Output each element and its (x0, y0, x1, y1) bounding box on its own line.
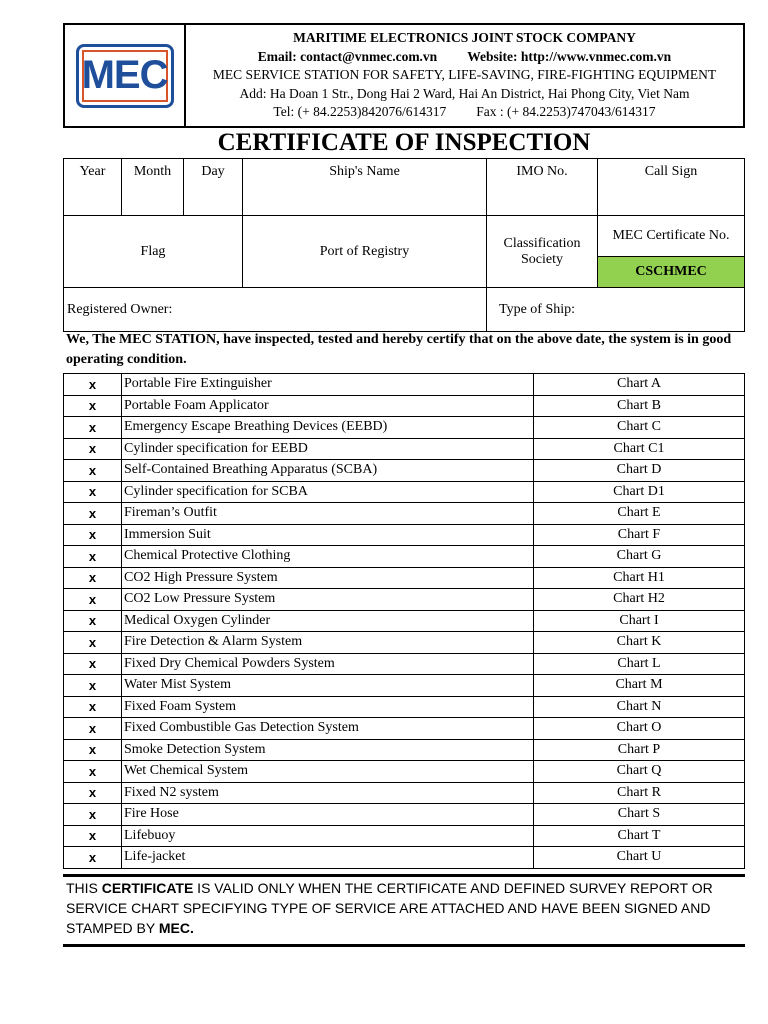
check-mark: x (64, 589, 122, 611)
equipment-name: Immersion Suit (122, 524, 534, 546)
logo-cell (65, 25, 186, 126)
check-mark: x (64, 438, 122, 460)
equipment-row (64, 782, 745, 804)
check-mark: x (64, 417, 122, 439)
equipment-name: CO2 Low Pressure System (122, 589, 534, 611)
equipment-name: Fireman’s Outfit (122, 503, 534, 525)
info-row-3 (64, 288, 745, 332)
chart-ref: Chart R (534, 782, 745, 804)
check-mark: x (64, 632, 122, 654)
check-mark: x (64, 825, 122, 847)
equipment-name: Life-jacket (122, 847, 534, 869)
check-mark: x (64, 481, 122, 503)
company-info (186, 25, 743, 126)
check-mark: x (64, 804, 122, 826)
chart-ref: Chart O (534, 718, 745, 740)
chart-ref: Chart U (534, 847, 745, 869)
equipment-name: Fixed Combustible Gas Detection System (122, 718, 534, 740)
chart-ref: Chart F (534, 524, 745, 546)
equipment-row (64, 417, 745, 439)
equipment-row (64, 546, 745, 568)
class-society-cell (487, 216, 598, 288)
equipment-row (64, 481, 745, 503)
chart-ref: Chart H1 (534, 567, 745, 589)
class-society-line-2: Society (521, 251, 563, 267)
check-mark: x (64, 847, 122, 869)
check-mark: x (64, 503, 122, 525)
chart-ref: Chart H2 (534, 589, 745, 611)
contact-row (258, 48, 671, 67)
logo-frame (82, 50, 168, 102)
equipment-row (64, 632, 745, 654)
phone-row (273, 103, 655, 122)
check-mark: x (64, 696, 122, 718)
company-fax: Fax : (+ 84.2253)747043/614317 (476, 104, 656, 120)
equipment-row (64, 675, 745, 697)
company-website: Website: http://www.vnmec.com.vn (467, 48, 672, 64)
chart-ref: Chart A (534, 374, 745, 396)
equipment-name: Fixed Foam System (122, 696, 534, 718)
equipment-name: Medical Oxygen Cylinder (122, 610, 534, 632)
equipment-row (64, 610, 745, 632)
chart-ref: Chart P (534, 739, 745, 761)
company-name: MARITIME ELECTRONICS JOINT STOCK COMPANY (293, 30, 636, 46)
equipment-name: Emergency Escape Breathing Devices (EEBD) (122, 417, 534, 439)
equipment-row (64, 374, 745, 396)
note-bold-2: MEC. (158, 920, 194, 936)
company-tel: Tel: (+ 84.2253)842076/614317 (273, 104, 447, 120)
equipment-name: Fixed N2 system (122, 782, 534, 804)
chart-ref: Chart Q (534, 761, 745, 783)
equipment-table (63, 373, 745, 869)
equipment-name: Fire Detection & Alarm System (122, 632, 534, 654)
company-header (63, 23, 745, 128)
equipment-row (64, 589, 745, 611)
equipment-row (64, 804, 745, 826)
equipment-row (64, 567, 745, 589)
check-mark: x (64, 395, 122, 417)
check-mark: x (64, 782, 122, 804)
equipment-name: Portable Fire Extinguisher (122, 374, 534, 396)
chart-ref: Chart K (534, 632, 745, 654)
equipment-row (64, 503, 745, 525)
check-mark: x (64, 374, 122, 396)
check-mark: x (64, 524, 122, 546)
check-mark: x (64, 460, 122, 482)
info-row-1 (64, 159, 745, 216)
equipment-row (64, 847, 745, 869)
chart-ref: Chart B (534, 395, 745, 417)
chart-ref: Chart D (534, 460, 745, 482)
equipment-name: Fixed Dry Chemical Powders System (122, 653, 534, 675)
port-cell: Port of Registry (243, 216, 487, 288)
ship-name-cell: Ship's Name (243, 159, 487, 216)
equipment-name: CO2 High Pressure System (122, 567, 534, 589)
class-society-line-1: Classification (503, 235, 581, 251)
station-description: MEC SERVICE STATION FOR SAFETY, LIFE-SAVING, FIRE-FIGHTING EQUIPMENT (212, 67, 717, 83)
company-email: Email: contact@vnmec.com.vn (257, 48, 438, 64)
note-bold-1: CERTIFICATE (101, 880, 194, 896)
check-mark: x (64, 675, 122, 697)
chart-ref: Chart N (534, 696, 745, 718)
inspection-statement: We, The MEC STATION, have inspected, tested and hereby certify that on the above date, the system is in good operating condition. (66, 332, 732, 367)
cert-no-value: CSCHMEC (598, 257, 744, 287)
call-sign-cell: Call Sign (598, 159, 745, 216)
chart-ref: Chart G (534, 546, 745, 568)
equipment-table-body (64, 374, 745, 869)
ship-info-table (63, 158, 745, 332)
ship-type-cell: Type of Ship: (487, 288, 745, 332)
imo-cell: IMO No. (487, 159, 598, 216)
equipment-name: Water Mist System (122, 675, 534, 697)
day-cell: Day (184, 159, 243, 216)
company-address: Add: Ha Doan 1 Str., Dong Hai 2 Ward, Hai An District, Hai Phong City, Viet Nam (239, 85, 690, 101)
check-mark: x (64, 653, 122, 675)
chart-ref: Chart C (534, 417, 745, 439)
check-mark: x (64, 718, 122, 740)
chart-ref: Chart L (534, 653, 745, 675)
flag-cell: Flag (64, 216, 243, 288)
equipment-row (64, 696, 745, 718)
chart-ref: Chart D1 (534, 481, 745, 503)
validity-note (63, 874, 745, 947)
equipment-name: Lifebuoy (122, 825, 534, 847)
chart-ref: Chart S (534, 804, 745, 826)
check-mark: x (64, 546, 122, 568)
document-title: CERTIFICATE OF INSPECTION (217, 129, 591, 156)
cert-no-cell (598, 216, 745, 288)
check-mark: x (64, 610, 122, 632)
equipment-name: Fire Hose (122, 804, 534, 826)
chart-ref: Chart C1 (534, 438, 745, 460)
equipment-row (64, 438, 745, 460)
check-mark: x (64, 761, 122, 783)
chart-ref: Chart T (534, 825, 745, 847)
equipment-row (64, 395, 745, 417)
equipment-row (64, 825, 745, 847)
note-text-2: IS VALID ONLY WHEN THE CERTIFICATE AND DEFINED SURVEY REPORT OR SERVICE CHART SPECIFYING TYPE OF SERVICE ARE ATTACHED AND HAVE BEEN SIGNED AND STAMPED BY (66, 880, 713, 936)
equipment-name: Chemical Protective Clothing (122, 546, 534, 568)
equipment-row (64, 718, 745, 740)
equipment-row (64, 524, 745, 546)
chart-ref: Chart I (534, 610, 745, 632)
owner-cell: Registered Owner: (64, 288, 487, 332)
equipment-row (64, 653, 745, 675)
equipment-row (64, 739, 745, 761)
mec-logo (76, 44, 174, 108)
cert-no-label: MEC Certificate No. (598, 216, 744, 257)
equipment-name: Self-Contained Breathing Apparatus (SCBA) (122, 460, 534, 482)
equipment-name: Wet Chemical System (122, 761, 534, 783)
info-row-2 (64, 216, 745, 288)
check-mark: x (64, 567, 122, 589)
equipment-row (64, 460, 745, 482)
logo-text: MEC (81, 53, 168, 97)
note-text-1: THIS (66, 880, 102, 896)
equipment-name: Cylinder specification for EEBD (122, 438, 534, 460)
equipment-name: Cylinder specification for SCBA (122, 481, 534, 503)
chart-ref: Chart M (534, 675, 745, 697)
equipment-name: Portable Foam Applicator (122, 395, 534, 417)
month-cell: Month (122, 159, 184, 216)
year-cell: Year (64, 159, 122, 216)
equipment-name: Smoke Detection System (122, 739, 534, 761)
chart-ref: Chart E (534, 503, 745, 525)
check-mark: x (64, 739, 122, 761)
equipment-row (64, 761, 745, 783)
